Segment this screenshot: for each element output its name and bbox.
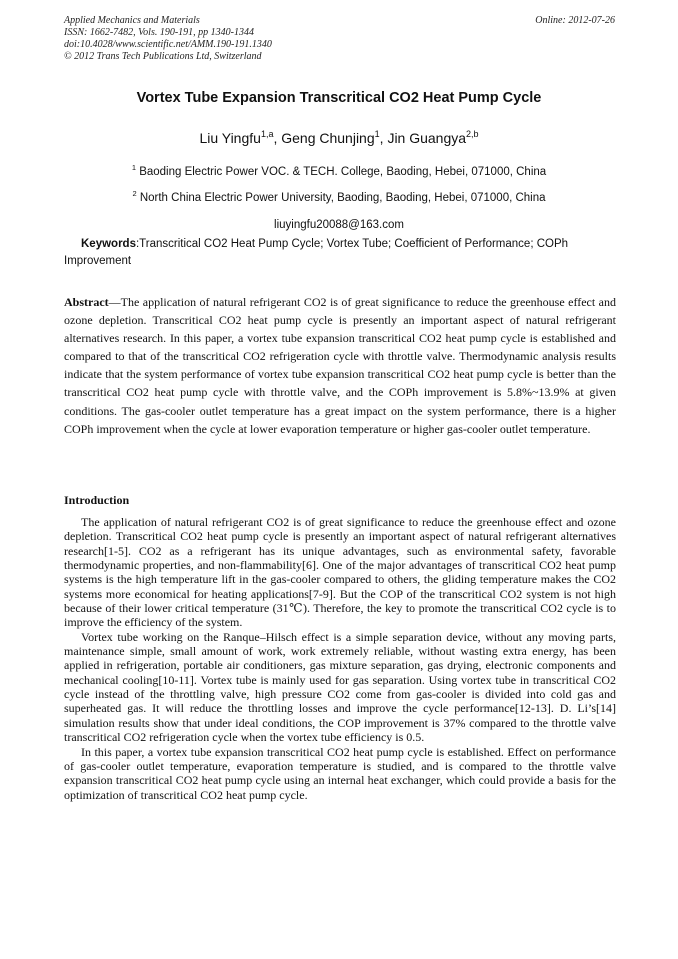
affiliation-text: Baoding Electric Power VOC. & TECH. College, Baoding, Hebei, 071000, China: [139, 166, 547, 178]
abstract-label: Abstract: [64, 295, 109, 309]
abstract: [64, 293, 616, 438]
copyright-line: © 2012 Trans Tech Publications Ltd, Switzerland: [64, 51, 262, 62]
affiliation-sup: 2: [132, 189, 137, 198]
abstract-text: —The application of natural refrigerant CO2 is of great significance to reduce the greenhouse effect and ozone depletion. Transcritical CO2 heat pump cycle is presently an important aspect of natural refrigerant alternatives research. In this paper, a vortex tube expansion transcritical CO2 heat pump cycle is established and compared to that of the transcritical CO2 refrigeration cycle with throttle valve. Thermodynamic analysis results indicate that the system performance of vortex tube expansion transcritical CO2 heat pump cycle is better than the transcritical CO2 heat pump cycle with throttle valve, and the COPh improvement is 5.8%~13.9% at given conditions. The gas-cooler outlet temperature has a great impact on the system performance, there is a higher COPh improvement when the cycle at lower evaporation temperature or higher gas-cooler outlet temperature.: [64, 295, 616, 436]
journal-header: [64, 15, 272, 63]
section-heading: Introduction: [64, 493, 130, 507]
affiliation-1: [60, 163, 618, 178]
paragraph: Vortex tube working on the Ranque–Hilsch effect is a simple separation device, without any moving parts, maintenance simple, small amount of work, work extremely reliable, without wasting extra energy, has been applied in refrigeration, portable air conditioners, gas mixture separation, gas drying, electronic components and mechanical cooling[10-11]. Vortex tube is mainly used for gas separation. Using vortex tube in transcritical CO2 cycle instead of the throttling valve, high pressure CO2 come from gas-cooler is divided into cold gas and superheated gas. It will reduce the throttling losses and improve the cycle performance[12-13]. D. Li’s[14] simulation results show that under ideal conditions, the COP improvement is 37% compared to the throttle valve transcritical CO2 refrigeration cycle when the vortex tube efficiency is 0.5.: [64, 629, 616, 745]
author-sep: ,: [273, 130, 282, 146]
keywords-text: :Transcritical CO2 Heat Pump Cycle; Vortex Tube; Coefficient of Performance; COPh Improvement: [64, 238, 569, 267]
introduction-body: [64, 515, 616, 802]
paragraph: The application of natural refrigerant CO2 is of great significance to reduce the greenhouse effect and ozone depletion. Transcritical CO2 heat pump cycle is presently an important aspect of natural refrigerant alternatives research[1-5]. CO2 as a refrigerant has its unique advantages, such as environmental safety, favorable thermodynamic properties, and non-flammability[6]. One of the major advantages of transcritical CO2 heat pump systems is the high temperature lift in the gas-cooler compared to others, the gliding temperature makes the CO2 systems more economical for heating applications[7-9]. But the COP of the transcritical CO2 system is not high because of their lower critical temperature (31℃). Therefore, the key to promote the transcritical CO2 cycle is to improve the efficiency of the system.: [64, 515, 616, 630]
keywords: [64, 236, 616, 270]
affiliation-2: [60, 189, 618, 204]
keywords-label: Keywords: [81, 238, 136, 250]
paper-title: Vortex Tube Expansion Transcritical CO2 Heat Pump Cycle: [136, 90, 542, 106]
author-list: [40, 130, 638, 146]
author-sup: 1,a: [260, 129, 274, 139]
affiliation-sup: 1: [131, 163, 136, 172]
author-email: liuyingfu20088@163.com: [274, 219, 404, 231]
author-name: Liu Yingfu: [199, 130, 261, 146]
issn-line: ISSN: 1662-7482, Vols. 190-191, pp 1340-1344: [64, 27, 254, 38]
author-name: Jin Guangya: [387, 130, 467, 146]
affiliation-text: North China Electric Power University, Baoding, Baoding, Hebei, 071000, China: [139, 192, 546, 204]
author-name: Geng Chunjing: [281, 130, 375, 146]
journal-name: Applied Mechanics and Materials: [64, 15, 200, 26]
paragraph: In this paper, a vortex tube expansion transcritical CO2 heat pump cycle is established. Effect on performance of gas-cooler outlet temperature, evaporation temperature is studied, and is compared to the throttle valve expansion transcritical CO2 heat pump cycle using an internal heat exchanger, which could provide a basis for the optimization of transcritical CO2 heat pump cycle.: [64, 744, 616, 802]
online-date: Online: 2012-07-26: [535, 15, 615, 26]
doi-line: doi:10.4028/www.scientific.net/AMM.190-191.1340: [64, 39, 272, 50]
author-sup: 1: [374, 129, 380, 139]
author-sup: 2,b: [466, 129, 479, 139]
author-sep: ,: [379, 130, 388, 146]
